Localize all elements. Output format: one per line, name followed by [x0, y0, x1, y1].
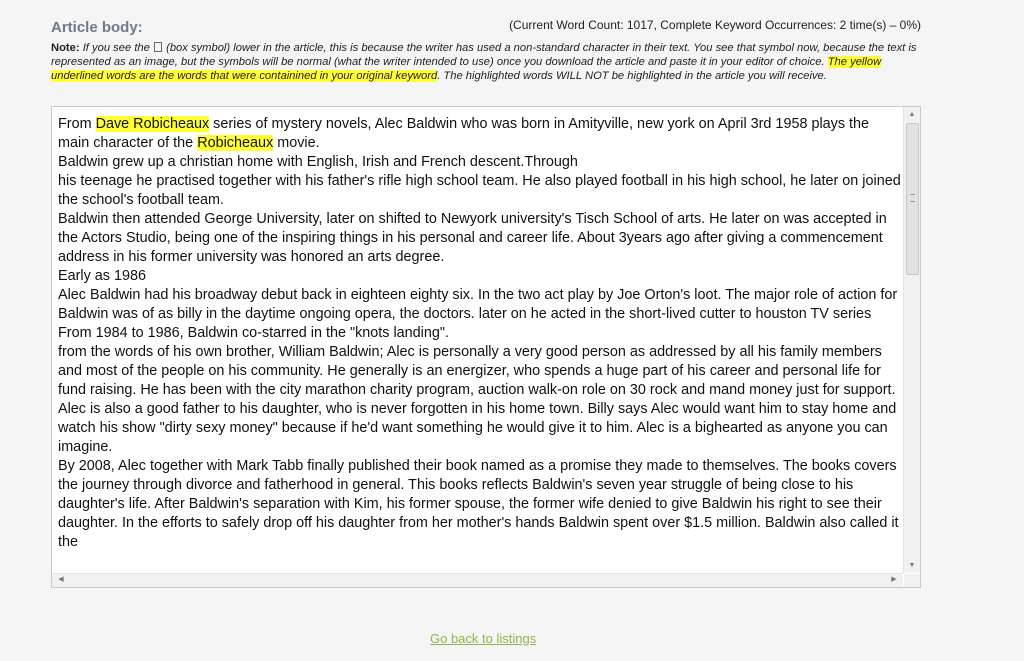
- grip-icon: [910, 194, 915, 202]
- note-part2: (box symbol) lower in the article, this is because the writer has used a non-standard character in their text. You see that symbol now, because the text is represented as an image, but the symbols will be normal (what the writer intended to use) once you download the article and paste it in your editor of choice.: [51, 42, 917, 68]
- article-paragraph: [58, 115, 903, 153]
- scroll-up-arrow-icon[interactable]: ▲: [908, 111, 916, 118]
- article-paragraph: from the words of his own brother, William Baldwin; Alec is personally a very good person as addressed by all his family members and most of the people on his community. He generally is an energizer, who spends a huge part of his career and personal life for fund raising. He has been with the city marathon charity program, auction walk-on role on 30 rock and mand money just for support. Alec is also a good father to his daughter, who is never forgotten in his home town. Billy says Alec would want him to stay home and watch his show "dirty sexy money" because if he'd want something he would give it to him. Alec is a bighearted as anyone you can imagine.: [58, 344, 897, 455]
- article-text[interactable]: [58, 115, 903, 552]
- text-run: movie.: [273, 135, 320, 151]
- keyword-highlight: Robicheaux: [197, 135, 274, 151]
- scroll-right-arrow-icon[interactable]: ▶: [891, 576, 897, 583]
- header-row: [51, 17, 921, 39]
- keyword-highlight: Dave Robicheaux: [95, 116, 210, 132]
- scrollbar-thumb[interactable]: [906, 123, 919, 275]
- note-text: [51, 41, 923, 83]
- vertical-scrollbar[interactable]: [903, 107, 920, 573]
- note-part1: If you see the: [82, 42, 150, 54]
- horizontal-scrollbar[interactable]: [52, 573, 903, 587]
- note-label: Note:: [51, 42, 80, 54]
- scroll-left-arrow-icon[interactable]: ◀: [58, 576, 64, 583]
- scrollbar-corner: [904, 574, 920, 587]
- article-paragraph: By 2008, Alec together with Mark Tabb finally published their book named as a promise they made to themselves. The books covers the journey through divorce and fatherhood in general. This books reflects Baldwin's seven year struggle of being close to his daughter's life. After Baldwin's separation with Kim, his former spouse, the former wife denied to give Baldwin his right to see their daughter. In the efforts to safely drop off his daughter from her mother's hands Baldwin spent over $1.5 million. Baldwin also called it the: [58, 458, 899, 550]
- article-body-title: Article body:: [51, 19, 143, 36]
- article-paragraph: Early as 1986: [58, 268, 146, 284]
- word-count-status: (Current Word Count: 1017, Complete Keyword Occurrences: 2 time(s) – 0%): [509, 18, 921, 32]
- go-back-link[interactable]: Go back to listings: [430, 631, 537, 646]
- text-run: From: [58, 116, 96, 132]
- note-part3: . The highlighted words WILL NOT be highlighted in the article you will receive.: [437, 70, 827, 82]
- article-paragraph: Baldwin grew up a christian home with English, Irish and French descent.Through: [58, 154, 578, 170]
- article-body-box[interactable]: [51, 106, 921, 588]
- note-highlight: The yellow underlined words are the words that were containined in your original keyword: [51, 56, 882, 82]
- box-symbol-icon: [154, 42, 162, 52]
- article-paragraph: Baldwin then attended George University, later on shifted to Newyork university's Tisch School of arts. He later on was accepted in the Actors Studio, being one of the inspiring things in his personal and career life. About 3years ago after giving a commencement address in his former university was honored an arts degree.: [58, 211, 887, 265]
- article-paragraph: his teenage he practised together with his father's rifle high school team. He also played football in his high school, he later on joined the school's football team.: [58, 173, 901, 208]
- text-run: series of mystery novels, Alec Baldwin who was born in Amityville, new york on April 3rd 1958 plays the main character of the: [58, 116, 870, 151]
- scroll-down-arrow-icon[interactable]: ▼: [908, 562, 916, 569]
- article-paragraph: Alec Baldwin had his broadway debut back in eighteen eighty six. In the two act play by Joe Orton's loot. The major role of action for Baldwin was of as billy in the daytime ongoing opera, the doctors. later on he acted in the short-lived cutter to houston TV series From 1984 to 1986, Baldwin co-starred in the "knots landing".: [58, 287, 898, 341]
